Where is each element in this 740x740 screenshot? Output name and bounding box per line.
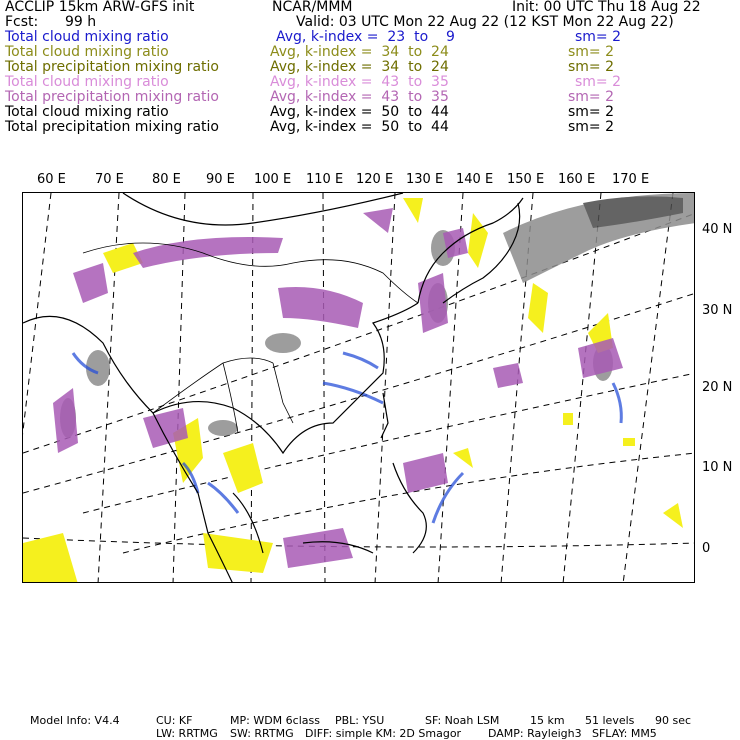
fcst-value: 99 h (65, 14, 97, 30)
longitude-label: 110 E (306, 172, 344, 187)
longitude-label: 140 E (456, 172, 494, 187)
legend-row (0, 75, 740, 90)
longitude-label: 60 E (37, 172, 66, 187)
longitude-label: 160 E (558, 172, 596, 187)
legend-row (0, 60, 740, 75)
longitude-label: 170 E (612, 172, 650, 187)
latitude-label: 30 N (702, 303, 733, 318)
legend-smoothing: sm= 2 (568, 119, 615, 135)
legend-field-name: Total cloud mixing ratio (5, 29, 169, 45)
legend-k-index: Avg, k-index = 34 to 24 (270, 44, 449, 60)
header-init: Init: 00 UTC Thu 18 Aug 22 (512, 0, 701, 15)
legend-field-name: Total cloud mixing ratio (5, 104, 169, 120)
footer-diff: DIFF: simple KM: 2D Smagor (305, 727, 462, 740)
footer-sw: SW: RRTMG (230, 727, 294, 740)
longitude-label: 130 E (406, 172, 444, 187)
footer-cu: CU: KF (156, 714, 193, 727)
legend-row (0, 90, 740, 105)
legend-smoothing: sm= 2 (568, 104, 615, 120)
legend-field-name: Total cloud mixing ratio (5, 74, 169, 90)
footer-mp: MP: WDM 6class (230, 714, 320, 727)
longitude-label: 80 E (152, 172, 181, 187)
legend-row (0, 105, 740, 120)
legend-row (0, 45, 740, 60)
forecast-map (23, 193, 695, 583)
legend-smoothing: sm= 2 (568, 44, 615, 60)
footer-lw: LW: RRTMG (156, 727, 218, 740)
legend-smoothing: sm= 2 (575, 29, 622, 45)
footer-res: 15 km (530, 714, 565, 727)
legend-k-index: Avg, k-index = 23 to 9 (276, 29, 455, 45)
header-org: NCAR/MMM (272, 0, 353, 15)
latitude-label: 10 N (702, 460, 733, 475)
footer-model-info: Model Info: V4.4 (30, 714, 120, 727)
latitude-label: 40 N (702, 222, 733, 237)
legend-k-index: Avg, k-index = 43 to 35 (270, 74, 449, 90)
legend-field-name: Total precipitation mixing ratio (5, 89, 219, 105)
latitude-label: 0 (702, 541, 711, 556)
legend-row (0, 120, 740, 135)
legend-field-name: Total cloud mixing ratio (5, 44, 169, 60)
map-panel (22, 192, 695, 583)
footer-pbl: PBL: YSU (335, 714, 385, 727)
longitude-label: 150 E (507, 172, 545, 187)
legend-field-name: Total precipitation mixing ratio (5, 59, 219, 75)
latitude-label: 20 N (702, 380, 733, 395)
longitude-label: 100 E (254, 172, 292, 187)
fcst-label: Fcst: (5, 14, 39, 30)
longitude-label: 70 E (95, 172, 124, 187)
legend-field-name: Total precipitation mixing ratio (5, 119, 219, 135)
legend-k-index: Avg, k-index = 34 to 24 (270, 59, 449, 75)
legend-k-index: Avg, k-index = 50 to 44 (270, 104, 449, 120)
longitude-label: 90 E (206, 172, 235, 187)
borders (83, 243, 418, 433)
header-title: ACCLIP 15km ARW-GFS init (5, 0, 195, 15)
footer-sflay: SFLAY: MM5 (592, 727, 657, 740)
footer-damp: DAMP: Rayleigh3 (488, 727, 582, 740)
longitude-label: 120 E (356, 172, 394, 187)
legend-smoothing: sm= 2 (575, 74, 622, 90)
footer-dt: 90 sec (655, 714, 692, 727)
legend-smoothing: sm= 2 (568, 89, 615, 105)
legend-smoothing: sm= 2 (568, 59, 615, 75)
footer-sf: SF: Noah LSM (425, 714, 500, 727)
legend-k-index: Avg, k-index = 43 to 35 (270, 89, 449, 105)
legend-k-index: Avg, k-index = 50 to 44 (270, 119, 449, 135)
legend-row (0, 30, 740, 45)
valid-time: Valid: 03 UTC Mon 22 Aug 22 (12 KST Mon 22 Aug 22) (296, 14, 674, 30)
footer-levels: 51 levels (585, 714, 635, 727)
